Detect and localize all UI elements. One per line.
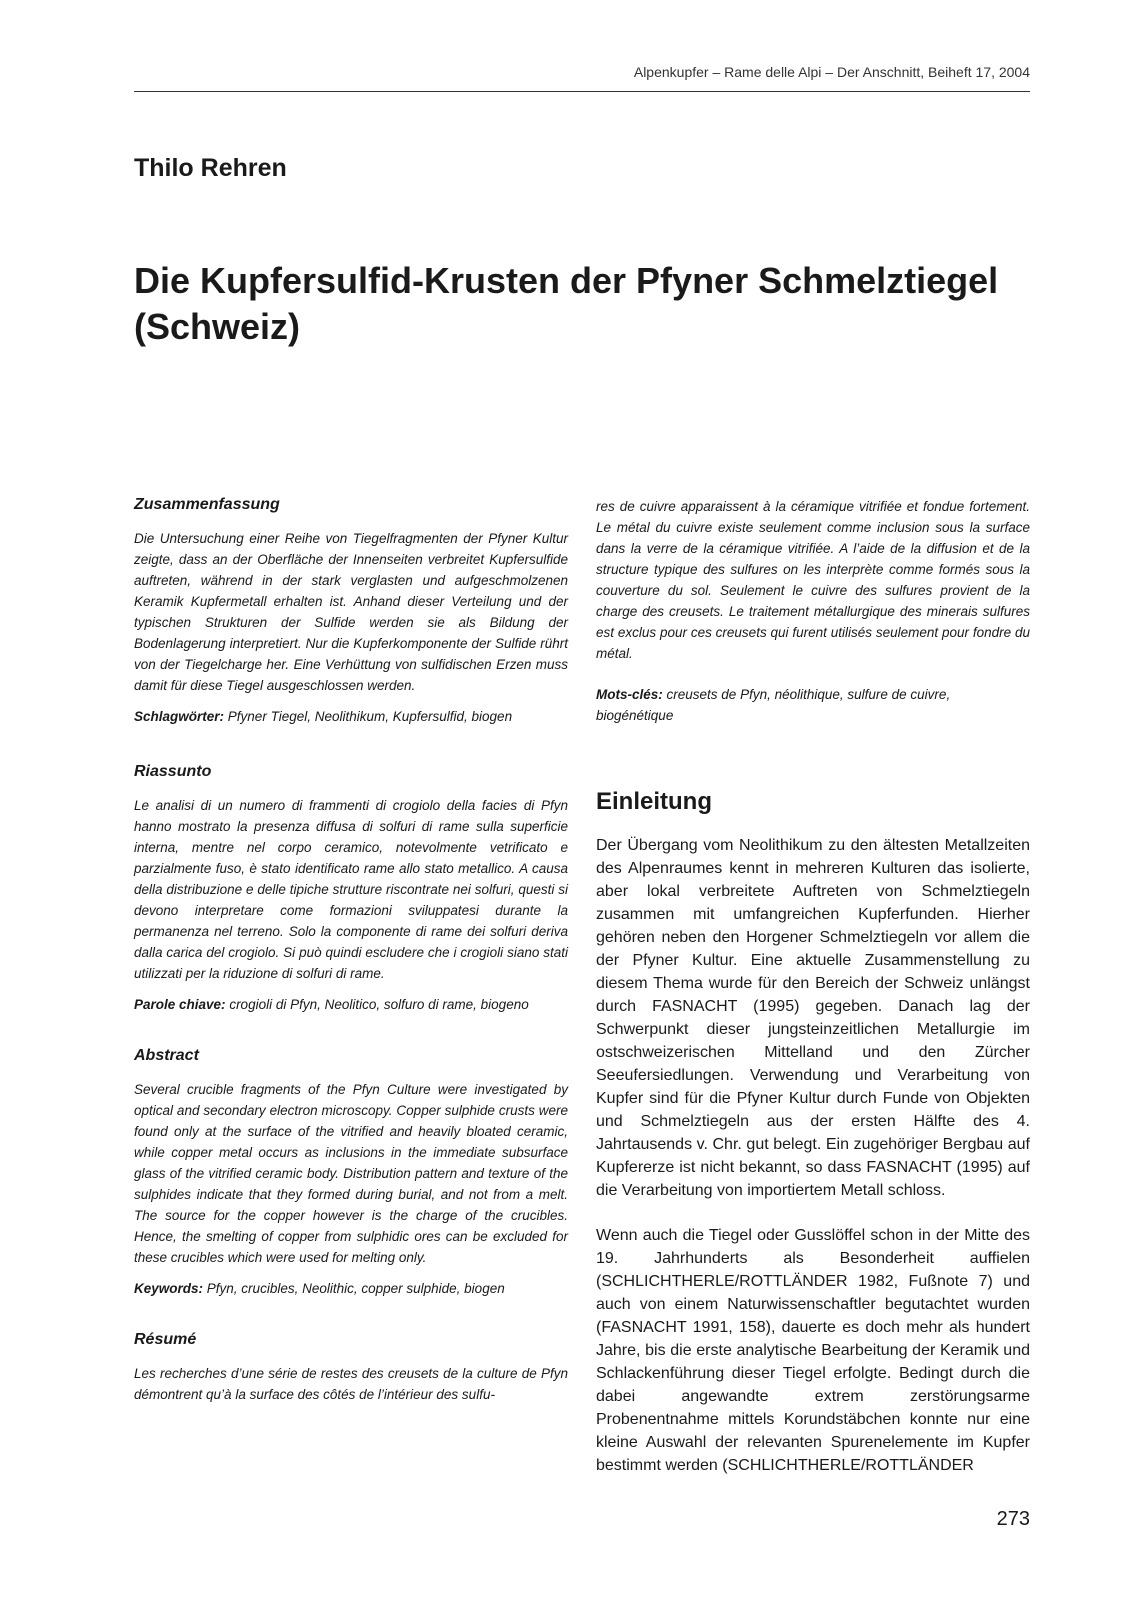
- page-number: 273: [996, 1508, 1030, 1530]
- schlagwoerter-label: Schlagwörter:: [134, 709, 225, 724]
- resume-text-part1: Les recherches d’une série de restes des creusets de la culture de Pfyn démontrent qu’à la surface des côtés de l’intérieur des sulfu-: [134, 1366, 568, 1402]
- right-column: [596, 496, 1030, 1499]
- einleitung-paragraph-2: Wenn auch die Tiegel oder Gusslöffel schon in der Mitte des 19. Jahrhunderts als Besonderheit auffielen (SCHLICHTHERLE/ROTTLÄNDER 1982, Fußnote 7) und auch von einem Naturwissenschaftler begutachtet wurden (FASNACHT 1991, 158), dauerte es doch mehr als hundert Jahre, bis die erste analytische Bearbeitung der Keramik und Schlackenführung dieser Tiegel erfolgte. Bedingt durch die dabei angewandte extrem zerstörungsarme Probenentnahme mittels Korundstäbchen konnte nur eine kleine Auswahl der relevanten Spurenelemente im Kupfer bestimmt werden (SCHLICHTHERLE/ROTTLÄNDER: [596, 1227, 1030, 1474]
- abstract-heading: Abstract: [134, 1047, 199, 1064]
- resume-heading: Résumé: [134, 1331, 197, 1348]
- parole-chiave-label: Parole chiave:: [134, 997, 226, 1012]
- abstract-text: Several crucible fragments of the Pfyn Culture were investigated by optical and secondary electron microscopy. Copper sulphide crusts were found only at the surface of the vitrified and heavily bloated ceramic, while copper metal occurs as inclusions in the immediate subsurface glass of the vitrified ceramic body. Distribution pattern and texture of the sulphides indicate that they formed during burial, and not from a melt. The source for the copper however is the charge of the crucibles. Hence, the smelting of copper from sulphidic ores can be excluded for these crucibles which were used for melting only.: [134, 1082, 568, 1265]
- keywords-line: [134, 1278, 568, 1299]
- zusammenfassung-heading: Zusammenfassung: [134, 496, 280, 513]
- running-header: Alpenkupfer – Rame delle Alpi – Der Anschnitt, Beiheft 17, 2004: [633, 64, 1030, 80]
- einleitung-heading: Einleitung: [596, 788, 712, 815]
- header-rule: [134, 91, 1030, 92]
- section-zusammenfassung: [134, 496, 568, 727]
- resume-continued: [596, 496, 1030, 726]
- mots-cles-line: [596, 684, 1030, 726]
- left-column: [134, 496, 568, 1437]
- einleitung-paragraph-1: Der Übergang vom Neolithikum zu den ältesten Metallzeiten des Alpenraumes kennt in mehreren Kulturen das isolierte, aber lokal verbreitete Auftreten von Schmelztiegeln zusammen mit umfangreichen Kupferfunden. Hierher gehören neben den Horgener Schmelztiegeln vor allem die der Pfyner Kultur. Eine aktuelle Zusammenstellung zu diesem Thema wurde für den Bereich der Schweiz unlängst durch FASNACHT (1995) gegeben. Danach lag der Schwerpunkt dieser jungsteinzeitlichen Metallurgie im ostschweizerischen Mittelland und den Zürcher Seeufersiedlungen. Verwendung und Verarbeitung von Kupfer sind für die Pfyner Kultur durch Funde von Objekten und Schmelztiegeln aus der ersten Hälfte des 4. Jahrtausends v. Chr. gut belegt. Ein zugehöriger Bergbau auf Kupfererze ist nicht bekannt, so dass FASNACHT (1995) auf die Verarbeitung von importiertem Metall schloss.: [596, 837, 1030, 1199]
- schlagwoerter-line: [134, 706, 568, 727]
- section-riassunto: [134, 763, 568, 1015]
- zusammenfassung-text: Die Untersuchung einer Reihe von Tiegelfragmenten der Pfyner Kultur zeigte, dass an der Oberfläche der Innenseiten verbreitet Kupfersulfide auftreten, während in der stark verglasten und aufgeschmolzenen Keramik Kupfermetall erhalten ist. Anhand dieser Verteilung und der typischen Strukturen der Sulfide werden sie als Bildung der Bodenlagerung interpretiert. Nur die Kupferkomponente der Sulfide rührt von der Tiegelcharge her. Eine Verhüttung von sulfidischen Erzen muss damit für diese Tiegel ausgeschlossen werden.: [134, 531, 568, 693]
- article-title: Die Kupfersulfid-Krusten der Pfyner Schmelztiegel (Schweiz): [134, 260, 999, 347]
- riassunto-text: Le analisi di un numero di frammenti di crogiolo della facies di Pfyn hanno mostrato la presenza diffusa di solfuri di rame sulla superficie interna, mentre nel corpo ceramico, notevolmente vetrificato e parzialmente fuso, è stato identificato rame allo stato metallico. A causa della distribuzione e delle tipiche strutture riscontrate nei solfuri, questi si devono interpretare come formazioni sviluppatesi durante la permanenza nel terreno. Solo la componente di rame dei solfuri deriva dalla carica del crogiolo. Si può quindi escludere che i crogioli siano stati utilizzati per la riduzione di solfuri di rame.: [134, 798, 568, 981]
- section-resume: [134, 1331, 568, 1405]
- keywords-label: Keywords:: [134, 1281, 204, 1296]
- section-abstract: [134, 1047, 568, 1299]
- parole-chiave-values: crogioli di Pfyn, Neolitico, solfuro di rame, biogeno: [229, 997, 529, 1012]
- resume-text-part2: res de cuivre apparaissent à la céramique vitrifiée et fondue fortement. Le métal du cuivre existe seulement comme inclusion sous la surface dans la verre de la céramique vitrifiée. A l’aide de la diffusion et de la structure typique des sulfures on les interprète comme formés sous la couverture du sol. Seulement le cuivre des sulfures provient de la charge des creusets. Le traitement métallurgique des minerais sulfures est exclus pour ces creusets qui furent utilisés seulement pour fondre du métal.: [596, 499, 1030, 661]
- mots-cles-label: Mots-clés:: [596, 687, 663, 702]
- mots-cles-values: creusets de Pfyn, néolithique, sulfure de cuivre, biogénétique: [596, 687, 951, 723]
- schlagwoerter-values: Pfyner Tiegel, Neolithikum, Kupfersulfid, biogen: [227, 709, 513, 724]
- riassunto-heading: Riassunto: [134, 763, 212, 780]
- keywords-values: Pfyn, crucibles, Neolithic, copper sulphide, biogen: [206, 1281, 505, 1296]
- author-name: Thilo Rehren: [134, 154, 287, 182]
- parole-chiave-line: [134, 994, 568, 1015]
- section-einleitung: [596, 788, 1030, 1477]
